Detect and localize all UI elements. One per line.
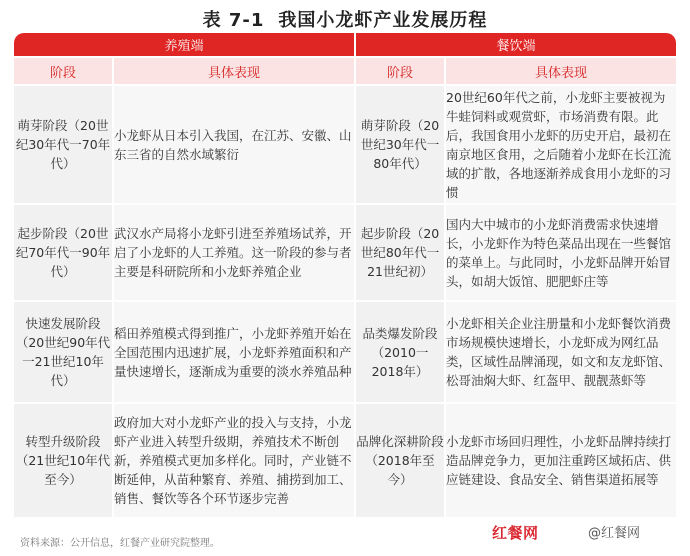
table-title-text: 我国小龙虾产业发展历程 [278, 10, 488, 31]
left-stage-cell: 萌芽阶段（20世纪30年代一70年代） [14, 84, 114, 203]
right-stage-cell: 品牌化深耕阶段（2018年至今） [356, 402, 446, 517]
history-table [14, 33, 676, 517]
left-stage-cell: 快速发展阶段（20世纪90年代一21世纪10年代） [14, 300, 114, 402]
col-header-stage-right: 阶段 [356, 56, 446, 84]
column-header-row [14, 56, 676, 84]
section-catering: 餐饮端 [356, 33, 676, 56]
right-stage-cell: 起步阶段（20世纪80年代一21世纪初） [356, 203, 446, 300]
left-stage-cell: 起步阶段（20世纪70年代一90年代） [14, 203, 114, 300]
left-desc-cell: 政府加大对小龙虾产业的投入与支持，小龙虾产业进入转型升级期，养殖技术不断创新，养殖模式更加多样化。同时，产业链不断延伸，从苗种繁育、养殖、捕捞到加工、销售、餐饮等各个环节逐步完善 [114, 402, 356, 517]
col-header-detail-left: 具体表现 [114, 56, 356, 84]
left-desc-cell: 武汉水产局将小龙虾引进至养殖场试养，开启了小龙虾的人工养殖。这一阶段的参与者主要是科研院所和小龙虾养殖企业 [114, 203, 356, 300]
col-header-stage-left: 阶段 [14, 56, 114, 84]
table-row [14, 402, 676, 517]
left-desc-cell: 小龙虾从日本引入我国，在江苏、安徽、山东三省的自然水域繁衍 [114, 84, 356, 203]
table-title [0, 6, 690, 32]
left-desc-cell: 稻田养殖模式得到推广，小龙虾养殖开始在全国范围内迅速扩展，小龙虾养殖面积和产量快速增长，逐渐成为重要的淡水养殖品种 [114, 300, 356, 402]
right-desc-cell: 20世纪60年代之前，小龙虾主要被视为牛蛙饲料或观赏虾，市场消费有限。此后，我国食用小龙虾的历史开启，最初在南京地区食用，之后随着小龙虾在长江流域的扩散，各地逐渐养成食用小龙虾的习惯 [446, 84, 676, 203]
right-stage-cell: 品类爆发阶段（2010一2018年） [356, 300, 446, 402]
right-stage-cell: 萌芽阶段（20世纪30年代一80年代） [356, 84, 446, 203]
right-desc-cell: 小龙虾市场回归理性，小龙虾品牌持续打造品牌竞争力，更加注重跨区域拓店、供应链建设、食品安全、销售渠道拓展等 [446, 402, 676, 517]
section-farming: 养殖端 [14, 33, 356, 56]
table-row [14, 300, 676, 402]
watermark-text: @红餐网 [588, 526, 641, 541]
table-number: 表 7-1 [202, 10, 265, 31]
col-header-detail-right: 具体表现 [446, 56, 676, 84]
right-desc-cell: 国内大中城市的小龙虾消费需求快速增长，小龙虾作为特色菜品出现在一些餐馆的菜单上。与此同时，小龙虾品牌开始冒头，如胡大饭馆、肥肥虾庄等 [446, 203, 676, 300]
section-header-row [14, 33, 676, 56]
right-desc-cell: 小龙虾相关企业注册量和小龙虾餐饮消费市场规模快速增长，小龙虾成为网红品类，区域性品牌涌现，如文和友龙虾馆、松哥油焖大虾、红盔甲、靓靓蒸虾等 [446, 300, 676, 402]
source-note: 资料来源：公开信息，红餐产业研究院整理。 [20, 538, 220, 549]
table-row [14, 84, 676, 203]
left-stage-cell: 转型升级阶段（21世纪10年代至今） [14, 402, 114, 517]
table-row [14, 203, 676, 300]
brand-logo: 红餐网 [492, 524, 539, 542]
